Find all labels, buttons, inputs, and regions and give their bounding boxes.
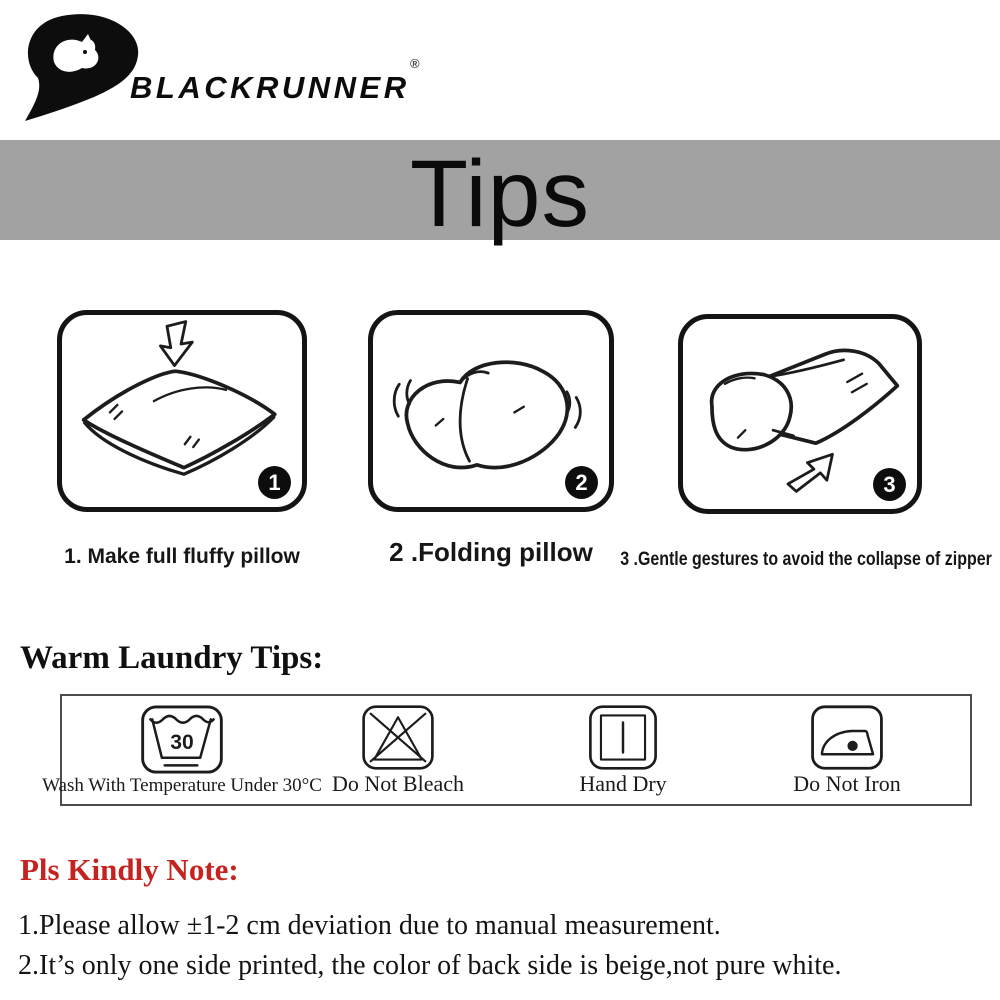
laundry-item-wash-30 — [42, 696, 322, 804]
step-caption-2: 2 .Folding pillow — [389, 537, 593, 567]
registered-trademark-symbol: ® — [410, 56, 420, 71]
step-number-badge: 2 — [565, 466, 598, 499]
laundry-label-iron: Do Not Iron — [793, 771, 901, 796]
step-caption-3: 3 .Gentle gestures to avoid the collapse of zipper — [620, 549, 992, 570]
wash-temperature-value: 30 — [170, 731, 194, 755]
kindly-note-heading: Pls Kindly Note: — [20, 852, 239, 887]
step-card-fluff-pillow — [57, 310, 307, 512]
step-number-badge: 3 — [873, 468, 906, 501]
laundry-care-strip — [42, 694, 972, 806]
do-not-iron-icon — [807, 704, 887, 771]
tips-banner-title: Tips — [410, 140, 590, 247]
note-line-2: 2.It’s only one side printed, the color of back side is beige,not pure white. — [18, 950, 842, 981]
note-line-1: 1.Please allow ±1-2 cm deviation due to manual measurement. — [18, 910, 721, 941]
do-not-bleach-icon — [357, 704, 439, 771]
step-card-insert-pillow — [678, 314, 922, 514]
brand-logo — [12, 8, 452, 128]
laundry-label-hand-dry: Hand Dry — [579, 771, 667, 796]
step-caption-1: 1. Make full fluffy pillow — [64, 545, 300, 568]
hand-dry-icon — [584, 704, 662, 771]
step-number-badge: 1 — [258, 466, 291, 499]
laundry-label-bleach: Do Not Bleach — [332, 771, 464, 796]
wash-under-30-icon — [138, 704, 226, 775]
laundry-label-wash: Wash With Temperature Under 30°C — [42, 775, 322, 796]
step-card-folding-pillow — [368, 310, 614, 512]
laundry-item-hand-dry — [494, 696, 752, 804]
brand-wordmark: BLACKRUNNER — [130, 70, 410, 105]
laundry-tips-heading: Warm Laundry Tips: — [20, 640, 324, 676]
tips-banner — [0, 140, 1000, 247]
laundry-item-do-not-bleach — [302, 696, 494, 804]
runner-swoosh-icon — [12, 10, 144, 124]
laundry-item-do-not-iron — [752, 696, 942, 804]
